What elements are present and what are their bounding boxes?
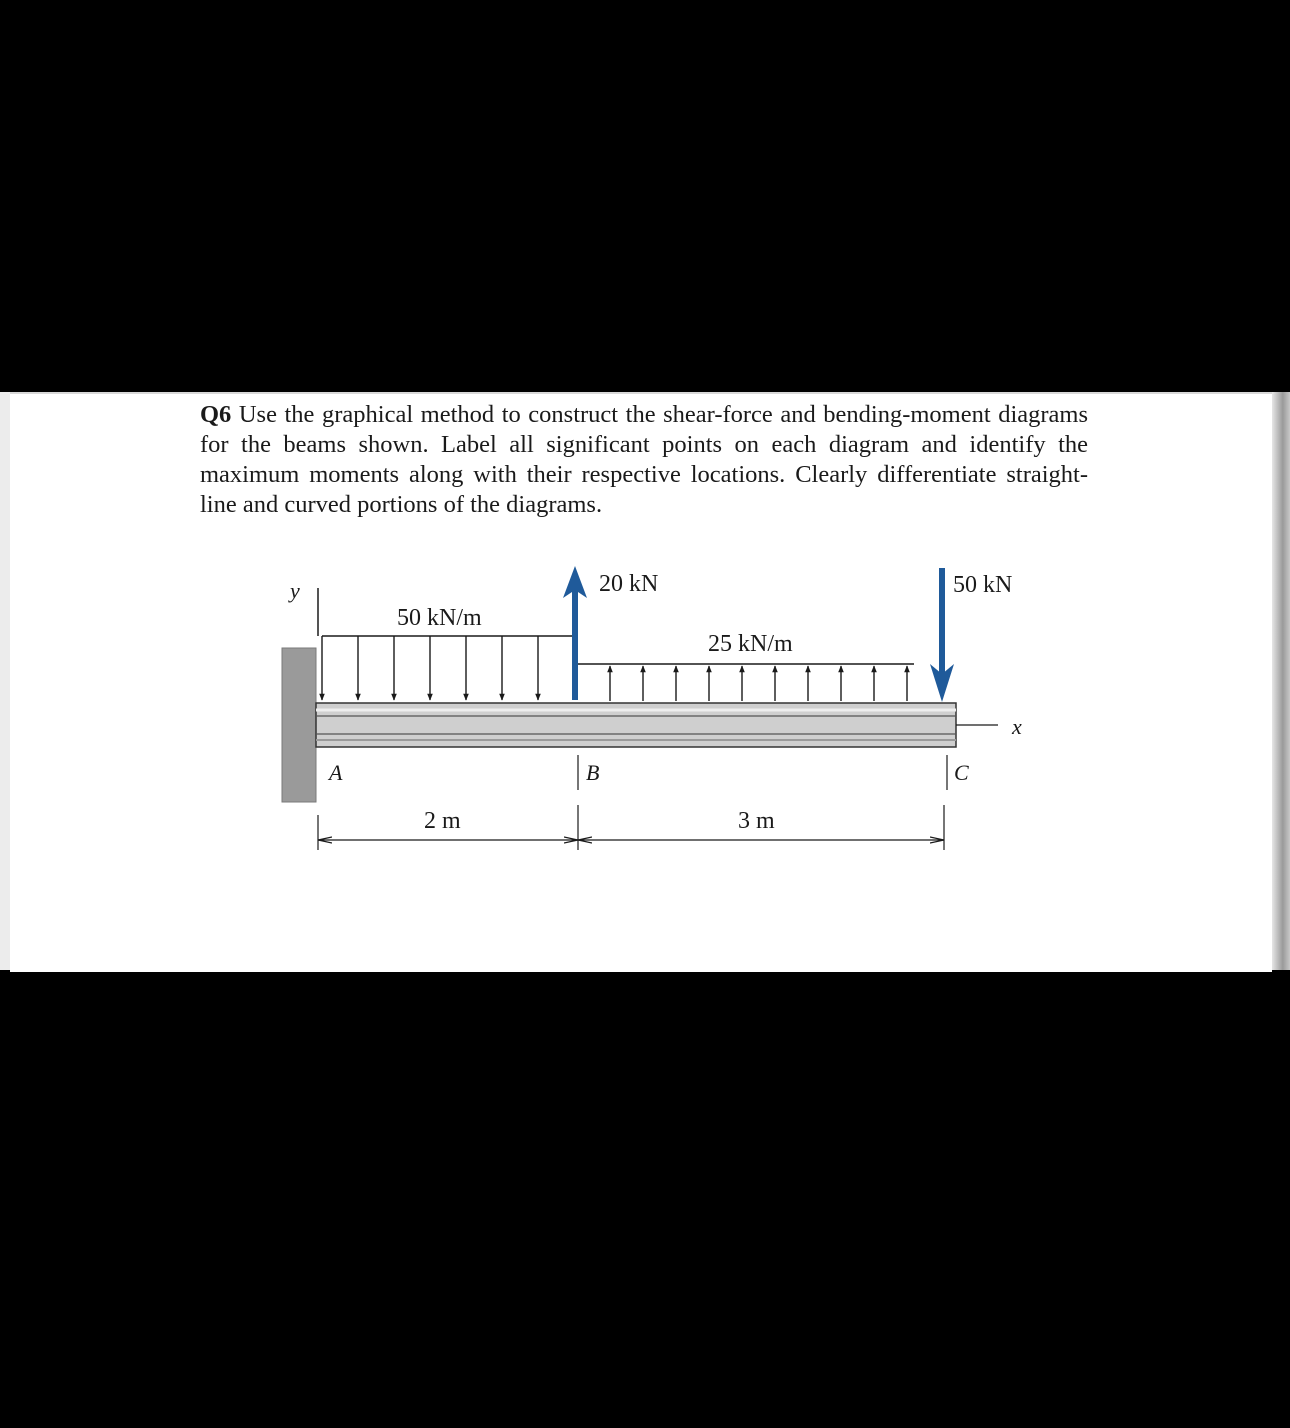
distributed-load-left xyxy=(322,636,572,700)
x-axis-label: x xyxy=(1012,714,1022,739)
question-body: Use the graphical method to construct the shear-force and bending-moment diagrams for the beams shown. Label all significant points on each diagram and identify the maximum moments along with their respective locations. Clearly differentiate straight-line and curved portions of the diagrams. xyxy=(200,401,1088,518)
point-load-c-arrow xyxy=(930,568,954,702)
dimension-ab-label: 2 m xyxy=(424,808,461,834)
question-number: Q6 xyxy=(200,401,232,428)
dimension-bc-label: 3 m xyxy=(738,808,775,834)
point-b-label: B xyxy=(586,760,600,785)
dimension-lines xyxy=(318,805,944,850)
distributed-load-right xyxy=(578,664,914,701)
beam xyxy=(316,703,956,747)
point-load-b-arrow xyxy=(563,566,587,700)
point-a-label: A xyxy=(329,760,343,785)
y-axis-label: y xyxy=(290,578,300,603)
distributed-load-left-label: 50 kN/m xyxy=(397,605,482,631)
point-c-label: C xyxy=(954,760,969,785)
fixed-support-wall xyxy=(282,648,316,802)
point-load-b-label: 20 kN xyxy=(599,571,659,597)
distributed-load-right-label: 25 kN/m xyxy=(708,631,793,657)
point-load-c-label: 50 kN xyxy=(953,572,1013,598)
